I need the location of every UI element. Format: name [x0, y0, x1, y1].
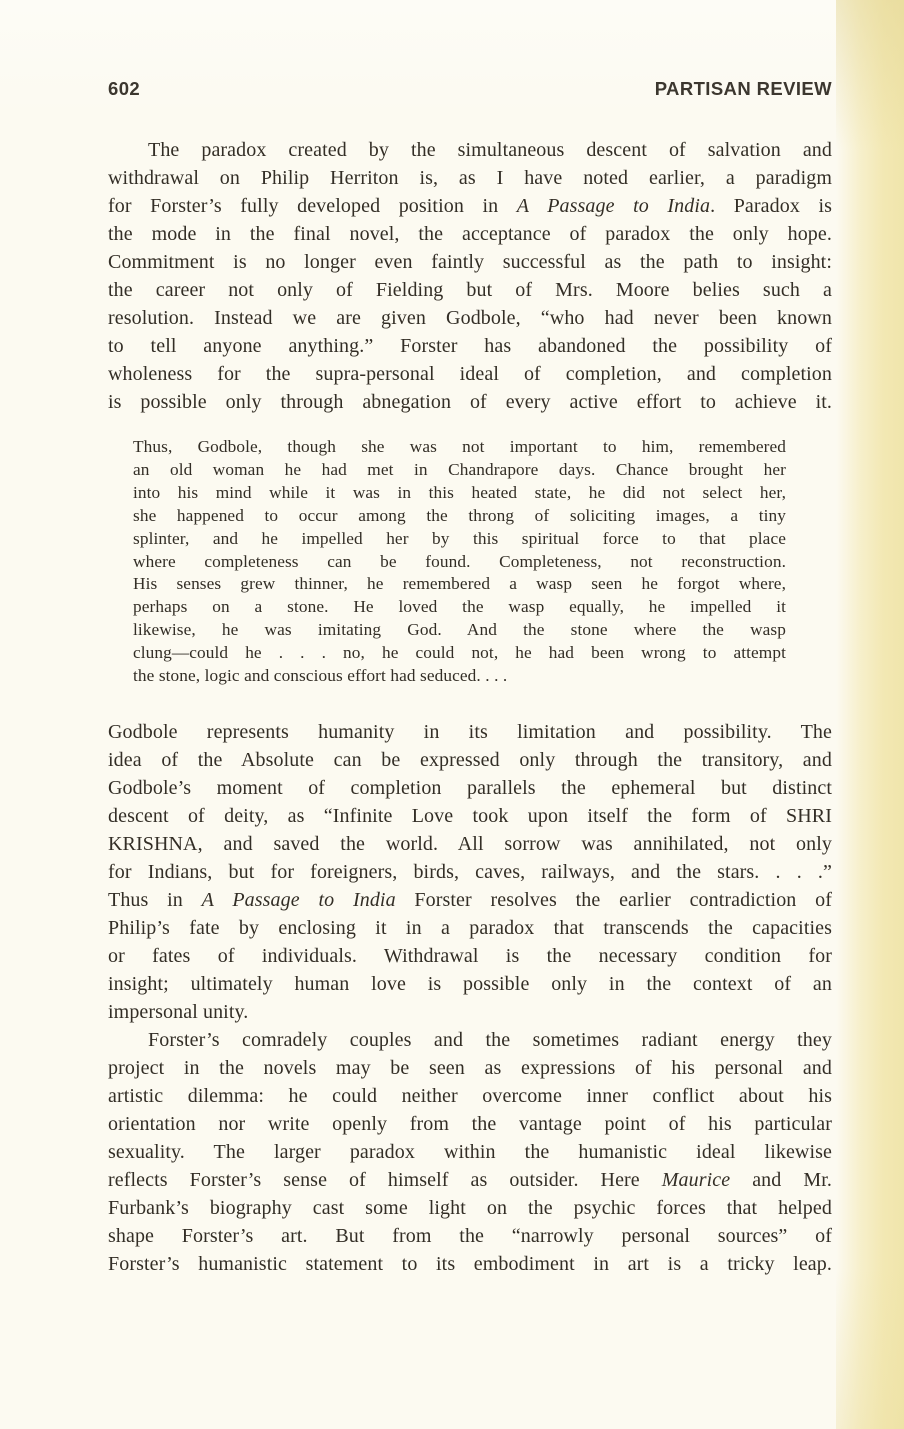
text-line: shape Forster’s art. But from the “narrowly personal sources” of — [108, 1224, 832, 1247]
text-line: descent of deity, as “Infinite Love took upon itself the form of SHRI — [108, 804, 832, 827]
journal-title: PARTISAN REVIEW — [654, 78, 832, 99]
text-line: Godbole’s moment of completion parallels the ephemeral but distinct — [108, 776, 832, 799]
text-line: Forster’s humanistic statement to its embodiment in art is a tricky leap. — [108, 1252, 832, 1275]
text-line: for Forster’s fully developed position in A Passage to India. Paradox is — [108, 195, 833, 217]
text-line: into his mind while it was in this heated state, he did not select her, — [133, 482, 786, 502]
text-line: His senses grew thinner, he remembered a wasp seen he forgot where, — [133, 574, 786, 594]
text-line: splinter, and he impelled her by this spiritual force to that place — [133, 528, 786, 548]
text-line: clung—could he . . . no, he could not, he had been wrong to attempt — [133, 643, 786, 663]
text-line: the stone, logic and conscious effort had seduced. . . . — [133, 666, 508, 686]
text-line: Forster’s comradely couples and the sometimes radiant energy they — [148, 1028, 832, 1051]
text-line: is possible only through abnegation of every active effort to achieve it. — [108, 391, 832, 413]
block-quote — [133, 436, 786, 688]
page-body — [108, 136, 832, 1278]
text-line: perhaps on a stone. He loved the wasp equally, he impelled it — [133, 597, 786, 617]
text-line: or fates of individuals. Withdrawal is the necessary condition for — [108, 944, 832, 967]
text-line: sexuality. The larger paradox within the humanistic ideal likewise — [108, 1140, 832, 1163]
text-line: reflects Forster’s sense of himself as outsider. Here Maurice and Mr. — [108, 1168, 832, 1191]
text-line: the career not only of Fielding but of Mrs. Moore belies such a — [108, 279, 832, 301]
text-line: The paradox created by the simultaneous descent of salvation and — [148, 139, 832, 161]
text-line: idea of the Absolute can be expressed only through the transitory, and — [108, 748, 832, 771]
page-number: 602 — [108, 78, 141, 99]
paragraph — [108, 718, 832, 1026]
text-line: Commitment is no longer even faintly successful as the path to insight: — [108, 251, 832, 273]
text-line: insight; ultimately human love is possible only in the context of an — [108, 972, 832, 995]
text-line: withdrawal on Philip Herriton is, as I have noted earlier, a paradigm — [108, 167, 832, 189]
paragraph — [108, 136, 832, 416]
text-line: for Indians, but for foreigners, birds, caves, railways, and the stars. . . .” — [108, 860, 832, 883]
page-edge-shading — [836, 0, 904, 1429]
text-line: Thus, Godbole, though she was not important to him, remembered — [133, 437, 786, 456]
text-line: to tell anyone anything.” Forster has abandoned the possibility of — [108, 335, 832, 357]
text-line: artistic dilemma: he could neither overcome inner conflict about his — [108, 1084, 832, 1107]
text-line: the mode in the final novel, the acceptance of paradox the only hope. — [108, 223, 832, 245]
text-line: likewise, he was imitating God. And the stone where the wasp — [133, 620, 786, 640]
text-line: project in the novels may be seen as expressions of his personal and — [108, 1056, 832, 1079]
text-line: Furbank’s biography cast some light on the psychic forces that helped — [108, 1196, 832, 1219]
paragraph — [108, 1026, 832, 1278]
page-content — [108, 78, 832, 1278]
text-line: wholeness for the supra-personal ideal of completion, and completion — [108, 363, 832, 385]
text-line: an old woman he had met in Chandrapore days. Chance brought her — [133, 459, 786, 479]
text-line: Godbole represents humanity in its limitation and possibility. The — [108, 720, 832, 743]
text-line: Thus in A Passage to India Forster resolves the earlier contradiction of — [108, 888, 832, 911]
text-line: Philip’s fate by enclosing it in a paradox that transcends the capacities — [108, 916, 832, 939]
text-line: impersonal unity. — [108, 1000, 249, 1023]
text-line: orientation nor write openly from the vantage point of his particular — [108, 1112, 832, 1135]
text-line: KRISHNA, and saved the world. All sorrow was annihilated, not only — [108, 832, 832, 855]
text-line: she happened to occur among the throng of soliciting images, a tiny — [133, 505, 786, 525]
text-line: where completeness can be found. Completeness, not reconstruction. — [133, 551, 786, 571]
running-head — [108, 78, 832, 100]
text-line: resolution. Instead we are given Godbole, “who had never been known — [108, 307, 832, 329]
